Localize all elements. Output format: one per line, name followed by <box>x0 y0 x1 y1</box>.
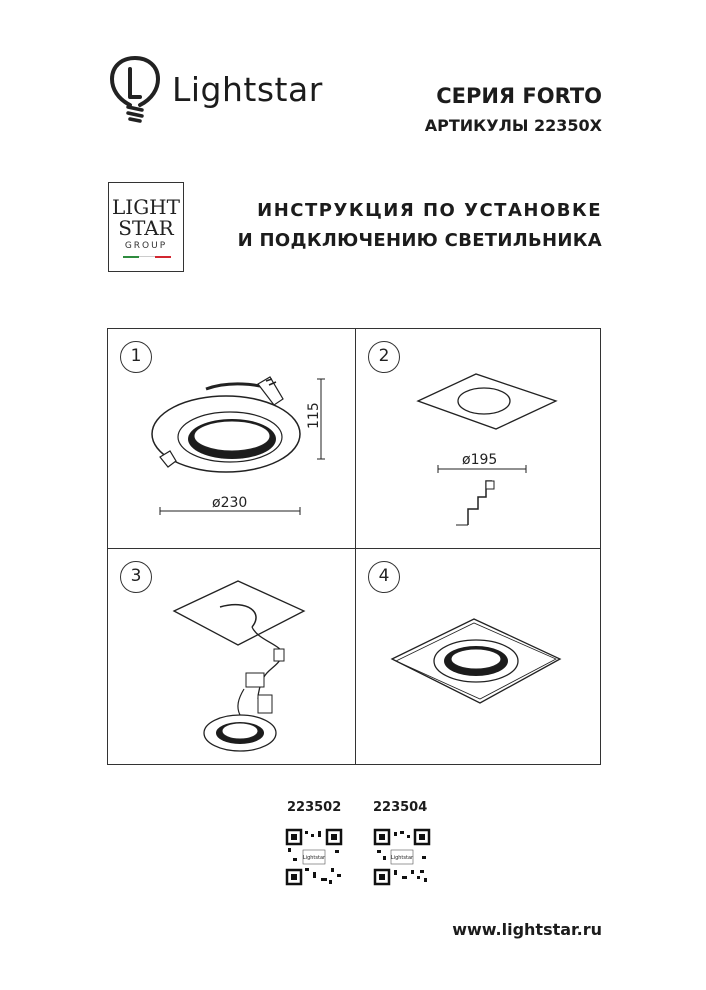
step-2-cutout-drawing <box>356 329 602 548</box>
step-4-badge: 4 <box>368 561 400 593</box>
qr-code-223502 <box>285 828 343 886</box>
qr-code-223504 <box>373 828 431 886</box>
step-4-installed-drawing <box>356 549 602 765</box>
diameter-dimension-label: ø230 <box>212 495 248 511</box>
series-title: СЕРИЯ FORTO <box>436 84 602 108</box>
step-1-badge: 1 <box>120 341 152 373</box>
group-logo-line1: LIGHT <box>112 195 180 219</box>
qr-caption-223504: Lightstar <box>390 855 414 861</box>
instruction-grid <box>107 328 601 765</box>
lightstar-bulb-icon <box>108 55 168 129</box>
instruction-title-line1: ИНСТРУКЦИЯ ПО УСТАНОВКЕ <box>257 200 602 221</box>
brand-name: Lightstar <box>172 70 323 109</box>
step-4-panel <box>356 549 602 765</box>
italian-flag-stripe <box>123 256 171 258</box>
height-dimension-label: 115 <box>306 402 322 429</box>
website-link[interactable]: www.lightstar.ru <box>452 920 602 939</box>
instruction-title-line2: И ПОДКЛЮЧЕНИЮ СВЕТИЛЬНИКА <box>237 230 602 251</box>
step-2-badge: 2 <box>368 341 400 373</box>
cutout-dimension-label: ø195 <box>462 452 498 468</box>
group-logo-line3: GROUP <box>124 241 168 251</box>
code-label-223502: 223502 <box>287 800 342 815</box>
step-1-luminaire-drawing <box>108 329 355 548</box>
step-3-panel <box>108 549 355 765</box>
code-label-223504: 223504 <box>373 800 428 815</box>
group-logo-line2: STAR <box>118 216 174 240</box>
step-1-panel <box>108 329 355 548</box>
article-numbers: АРТИКУЛЫ 22350X <box>424 116 602 135</box>
step-2-panel <box>356 329 602 548</box>
step-3-badge: 3 <box>120 561 152 593</box>
step-3-wiring-drawing <box>108 549 355 765</box>
qr-caption-223502: Lightstar <box>302 855 326 861</box>
lightstar-group-logo <box>108 182 184 272</box>
